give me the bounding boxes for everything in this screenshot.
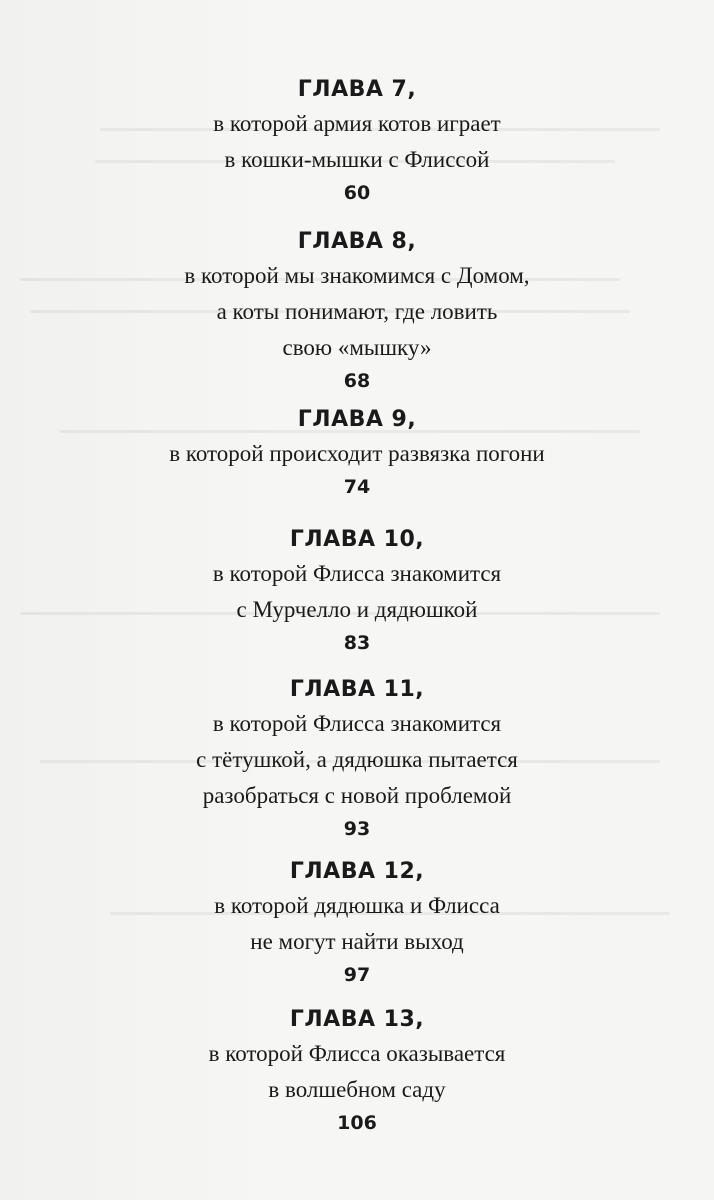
chapter-page-number: 93 bbox=[343, 818, 371, 840]
toc-entry-chapter-10 bbox=[0, 524, 714, 658]
chapter-heading: ГЛАВА 13, bbox=[289, 1007, 425, 1032]
toc-entry-chapter-11 bbox=[0, 674, 714, 844]
chapter-page-number: 83 bbox=[343, 632, 371, 654]
chapter-title-line: в которой Флисса знакомится bbox=[212, 561, 502, 586]
chapter-title-line: разобраться с новой проблемой bbox=[202, 783, 512, 808]
toc-entry-chapter-9 bbox=[0, 404, 714, 502]
chapter-page-number: 68 bbox=[343, 370, 371, 392]
chapter-title-line: свою «мышку» bbox=[282, 335, 432, 360]
chapter-title-line: в волшебном саду bbox=[268, 1077, 446, 1102]
chapter-title-line: в кошки-мышки с Флиссой bbox=[224, 147, 490, 172]
chapter-heading: ГЛАВА 10, bbox=[289, 527, 425, 552]
chapter-page-number: 74 bbox=[343, 476, 371, 498]
chapter-title-line: с Мурчелло и дядюшкой bbox=[236, 597, 478, 622]
chapter-title-line: в которой Флисса знакомится bbox=[212, 711, 502, 736]
chapter-heading: ГЛАВА 7, bbox=[297, 77, 417, 102]
chapter-page-number: 60 bbox=[343, 182, 371, 204]
chapter-heading: ГЛАВА 8, bbox=[297, 229, 417, 254]
chapter-page-number: 97 bbox=[343, 964, 371, 986]
chapter-title-line: в которой происходит развязка погони bbox=[169, 441, 545, 466]
chapter-title-line: в которой мы знакомимся с Домом, bbox=[184, 263, 530, 288]
chapter-page-number: 106 bbox=[337, 1112, 377, 1134]
chapter-heading: ГЛАВА 11, bbox=[289, 677, 425, 702]
chapter-heading: ГЛАВА 9, bbox=[297, 407, 417, 432]
chapter-title-line: не могут найти выход bbox=[250, 929, 464, 954]
chapter-heading: ГЛАВА 12, bbox=[289, 859, 425, 884]
chapter-title-line: в которой армия котов играет bbox=[213, 111, 501, 136]
chapter-title-line: с тётушкой, а дядюшка пытается bbox=[196, 747, 518, 772]
chapter-title-line: а коты понимают, где ловить bbox=[216, 299, 498, 324]
toc-entry-chapter-13 bbox=[0, 1004, 714, 1138]
chapter-title-line: в которой дядюшка и Флисса bbox=[214, 893, 500, 918]
chapter-title-line: в которой Флисса оказывается bbox=[208, 1041, 506, 1066]
toc-entry-chapter-8 bbox=[0, 226, 714, 396]
toc-entry-chapter-12 bbox=[0, 856, 714, 990]
toc-entry-chapter-7 bbox=[0, 74, 714, 208]
